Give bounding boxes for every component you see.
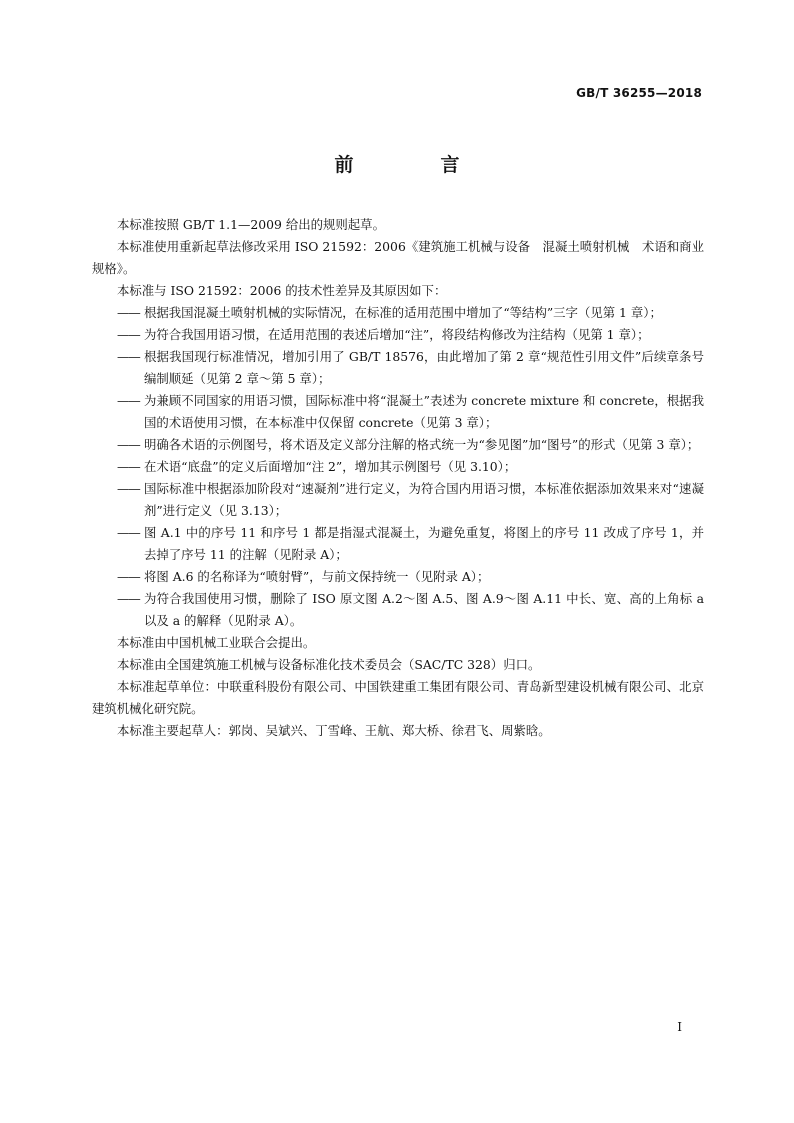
dash-bullet: ——	[117, 525, 140, 540]
paragraph-adoption: 本标准使用重新起草法修改采用 ISO 21592：2006《建筑施工机械与设备 混凝土喷射机械 术语和商业规格》。	[92, 239, 704, 276]
intro-paragraphs	[92, 214, 704, 302]
paragraph-proposer: 本标准由中国机械工业联合会提出。	[117, 635, 316, 650]
list-item	[92, 324, 704, 346]
dash-bullet: ——	[117, 437, 140, 452]
dash-bullet: ——	[117, 305, 140, 320]
dash-bullet: ——	[117, 591, 140, 606]
page-title: 前 言	[334, 154, 494, 176]
paragraph-drafters: 本标准主要起草人：郭岗、吴斌兴、丁雪峰、王航、郑大桥、徐君飞、周紫晗。	[117, 723, 551, 738]
list-item-text: 将图 A.6 的名称译为“喷射臂”，与前文保持统一（见附录 A）；	[144, 569, 490, 584]
list-item-text: 明确各术语的示例图号，将术语及定义部分注解的格式统一为“参见图”加“图号”的形式（见第 3 章）；	[144, 437, 700, 452]
dash-bullet: ——	[117, 327, 140, 342]
list-item	[92, 346, 704, 390]
paragraph-technical-committee: 本标准由全国建筑施工机械与设备标准化技术委员会（SAC/TC 328）归口。	[117, 657, 541, 672]
list-item	[92, 434, 704, 456]
dash-bullet: ——	[117, 393, 140, 408]
list-item	[92, 566, 704, 588]
list-item	[92, 390, 704, 434]
list-item-text: 图 A.1 中的序号 11 和序号 1 都是指湿式混凝土，为避免重复，将图上的序号 11 改成了序号 1，并去掉了序号 11 的注解（见附录 A）；	[144, 525, 704, 562]
list-item-text: 根据我国现行标准情况，增加引用了 GB/T 18576，由此增加了第 2 章“规范性引用文件”后续章条号编制顺延（见第 2 章～第 5 章）；	[144, 349, 704, 386]
list-item	[92, 478, 704, 522]
list-item-text: 为兼顾不同国家的用语习惯，国际标准中将“混凝土”表述为 concrete mixture 和 concrete，根据我国的术语使用习惯，在本标准中仅保留 concrete（见第 3 章）；	[144, 393, 704, 430]
list-item-text: 根据我国混凝土喷射机械的实际情况，在标准的适用范围中增加了“等结构”三字（见第 1 章）；	[144, 305, 662, 320]
paragraph-drafting-organizations: 本标准起草单位：中联重科股份有限公司、中国铁建重工集团有限公司、青岛新型建设机械有限公司、北京建筑机械化研究院。	[92, 679, 704, 716]
page-number: I	[677, 1020, 682, 1034]
standard-code: GB/T 36255—2018	[576, 86, 702, 100]
dash-bullet: ——	[117, 459, 140, 474]
list-item-text: 为符合我国使用习惯，删除了 ISO 原文图 A.2～图 A.5、图 A.9～图 A.11 中长、宽、高的上角标 a 以及 a 的解释（见附录 A）。	[144, 591, 704, 628]
differences-list	[92, 302, 704, 632]
list-item-text: 国际标准中根据添加阶段对“速凝剂”进行定义，为符合国内用语习惯，本标准依据添加效果来对“速凝剂”进行定义（见 3.13）；	[144, 481, 704, 518]
list-item-text: 在术语“底盘”的定义后面增加“注 2”，增加其示例图号（见 3.10）；	[144, 459, 517, 474]
dash-bullet: ——	[117, 481, 140, 496]
dash-bullet: ——	[117, 349, 140, 364]
list-item	[92, 302, 704, 324]
paragraph-drafting-rules: 本标准按照 GB/T 1.1—2009 给出的规则起草。	[117, 217, 385, 232]
list-item	[92, 456, 704, 478]
list-item	[92, 522, 704, 566]
paragraph-differences-intro: 本标准与 ISO 21592：2006 的技术性差异及其原因如下：	[117, 283, 447, 298]
closing-paragraphs	[92, 632, 704, 742]
list-item-text: 为符合我国用语习惯，在适用范围的表述后增加“注”，将段结构修改为注结构（见第 1 章）；	[144, 327, 650, 342]
foreword-body	[92, 214, 704, 742]
list-item	[92, 588, 704, 632]
dash-bullet: ——	[117, 569, 140, 584]
